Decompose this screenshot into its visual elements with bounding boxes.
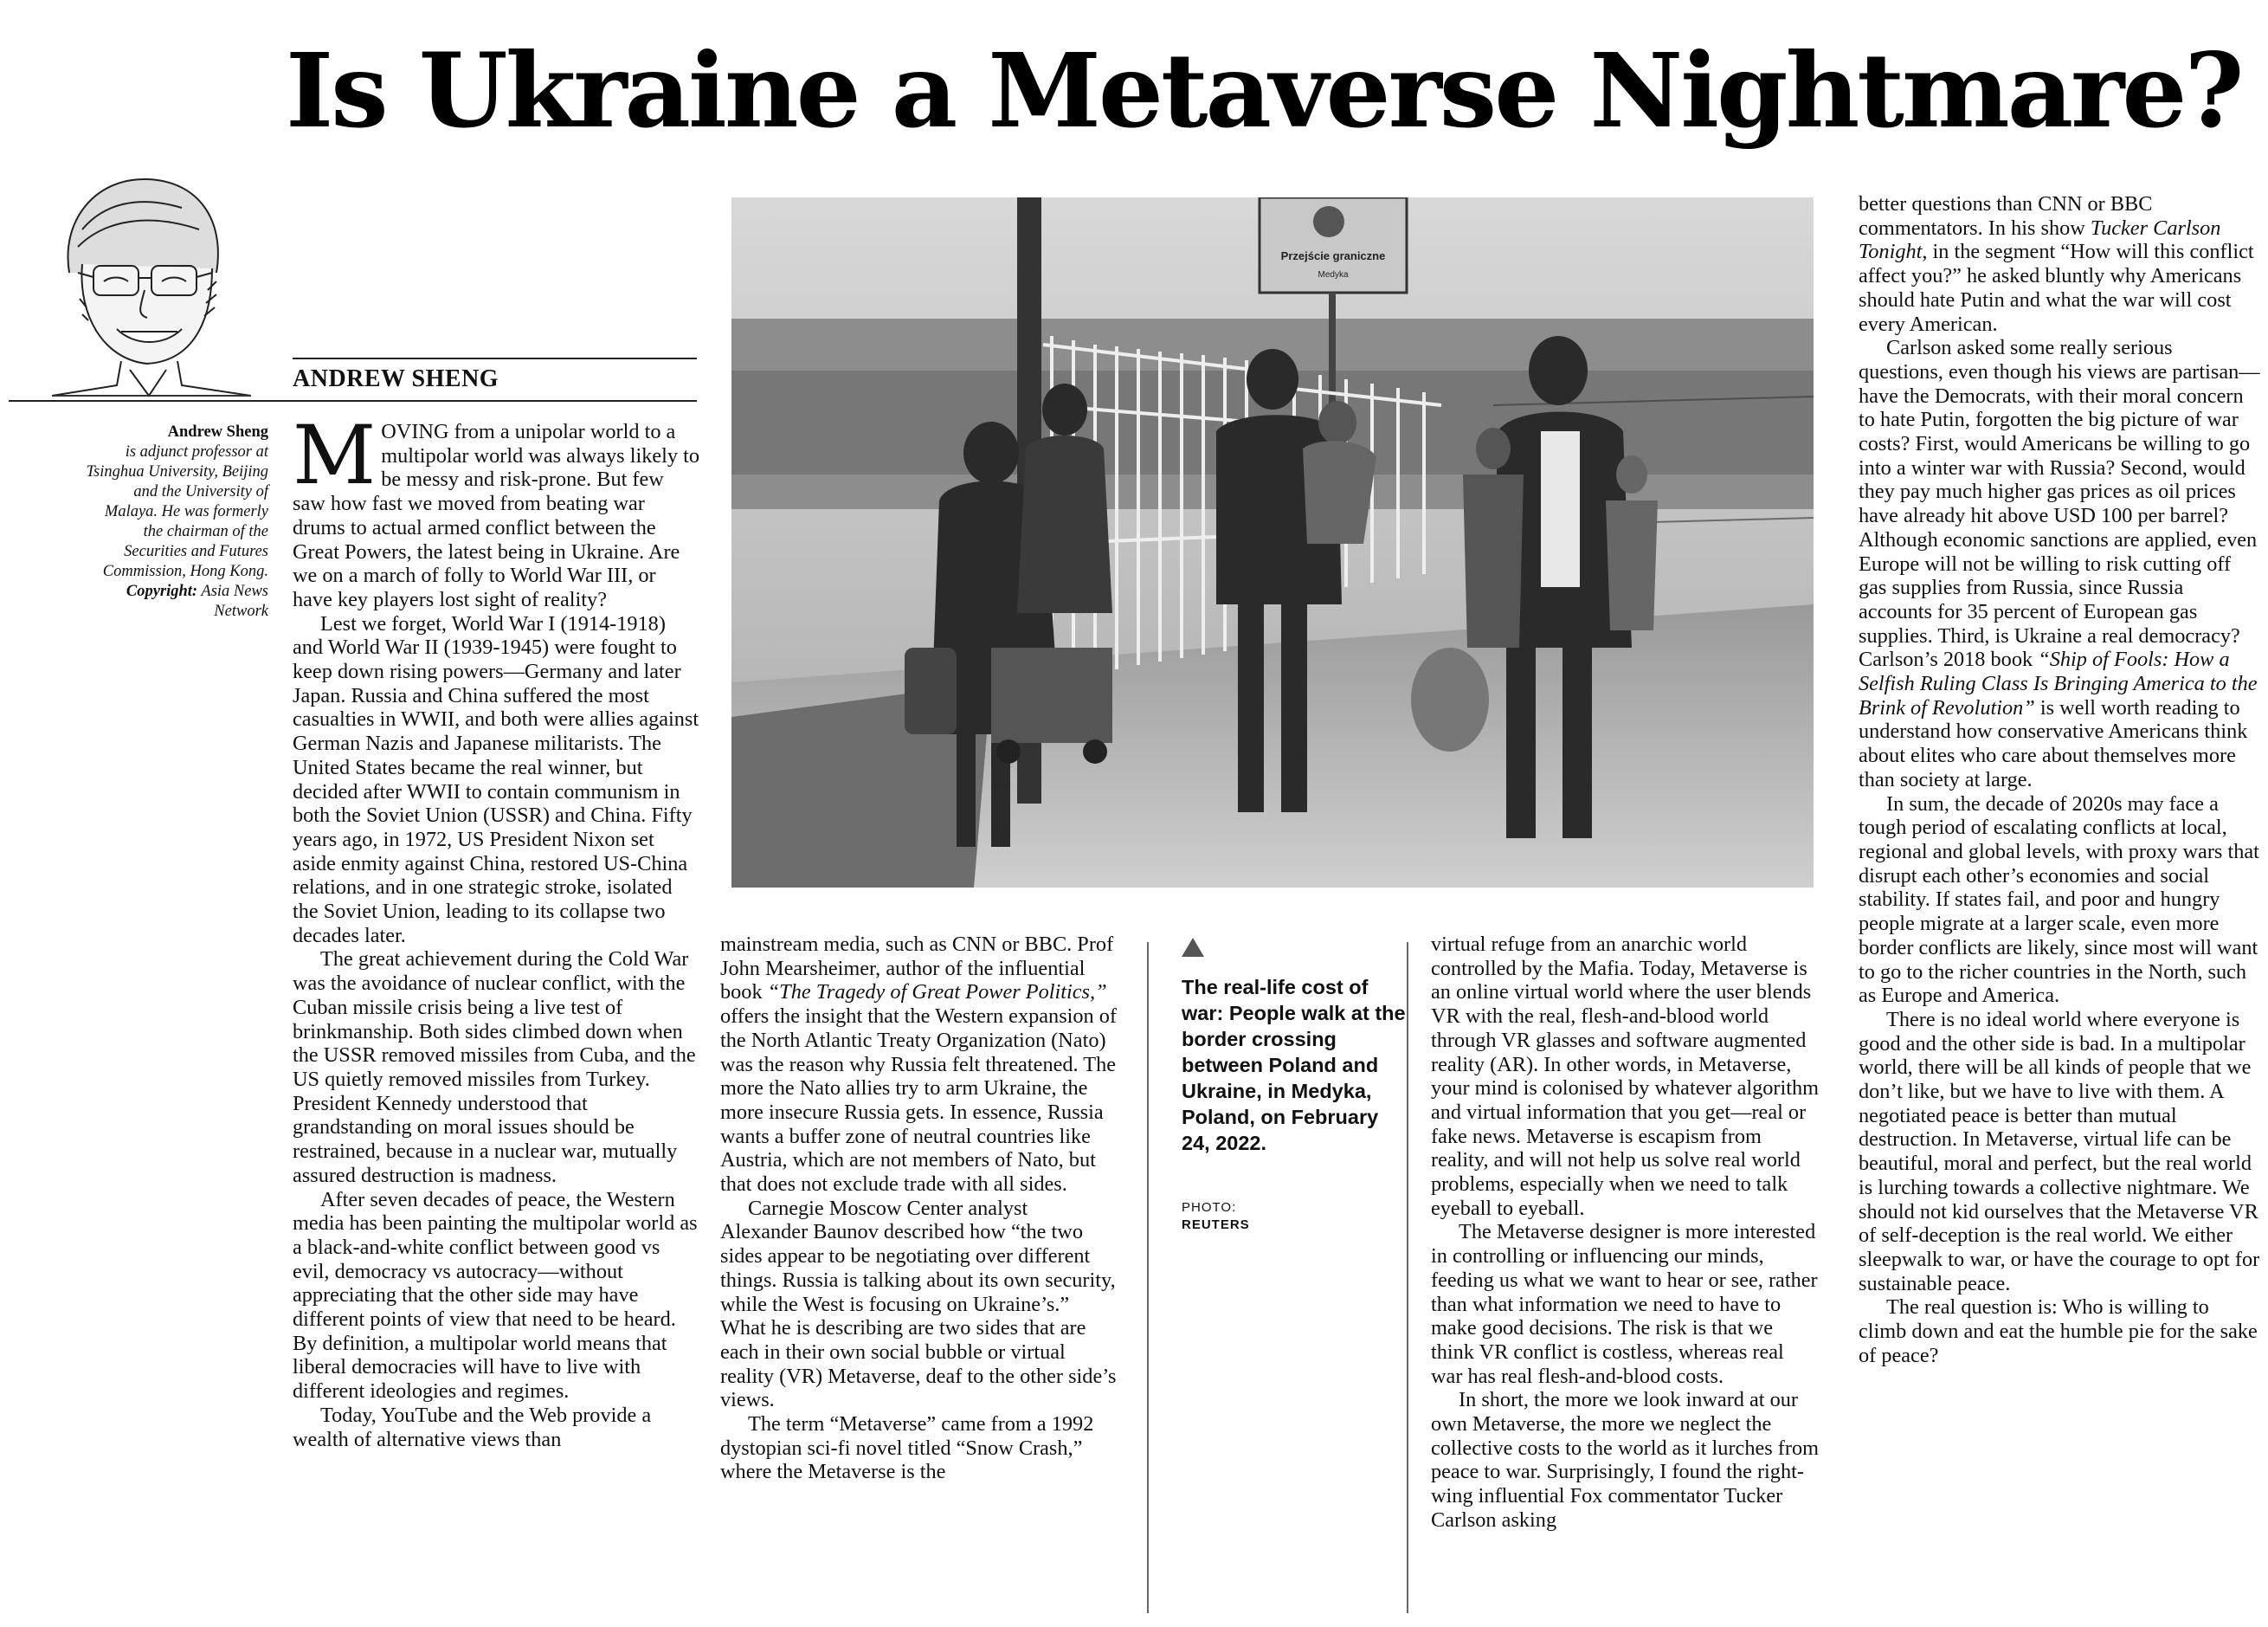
paragraph: MOVING from a unipolar world to a multipolar world was always likely to be messy and risk-prone. But few saw how fast we moved from beating war drums to actual armed conflict between the Great Powers, the latest being in Ukraine. Are we on a march of folly to World War III, or have key players lost sight of reality?: [293, 409, 700, 611]
bio-text: is adjunct professor at Tsinghua University, Beijing and the University of Malaya. He was formerly the chairman of the Securities and Futures Commission, Hong Kong.: [86, 443, 268, 580]
paragraph: better questions than CNN or BBC commentators. In his show Tucker Carlson Tonight, in the segment “How will this conflict affect you?” he asked bluntly why Americans should hate Putin and what the war will cost every American.: [1859, 192, 2254, 336]
paragraph: Lest we forget, World War I (1914-1918) and World War II (1939-1945) were fought to keep down rising powers—Germany and later Japan. Russia and China suffered the most casualties in WWII, and both were allies against German Nazis and Japanese militarists. The United States became the real winner, but decided after WWII to contain communism in both the Soviet Union (USSR) and China. Fifty years ago, in 1972, US President Nixon set aside enmity against China, restored US-China relations, and in one strategic stroke, isolated the Soviet Union, leading to its collapse two decades later.: [293, 611, 699, 947]
show-title: Tucker Carlson Tonight: [1859, 216, 2221, 264]
bio-name: Andrew Sheng: [167, 423, 268, 441]
paragraph: virtual refuge from an anarchic world controlled by the Mafia. Today, Metaverse is an online virtual world where the user blends VR with the real, flesh-and-blood world through VR glasses and software augmented reality (AR). In other words, in Metaverse, your mind is colonised by whatever algorithm and virtual information that you get—real or fake news. Metaverse is escapism from reality, and will not help us solve real world problems, especially when we need to talk eyeball to eyeball.: [1431, 933, 1820, 1220]
paragraph: The great achievement during the Cold War was the avoidance of nuclear conflict, with the Cuban missile crisis being a live test of brinkmanship. Both sides climbed down when the USSR removed missiles from Cuba, and the US quietly removed missiles from Turkey. President Kennedy understood that grandstanding on moral issues should be restrained, because in a nuclear war, mutually assured destruction is madness.: [293, 947, 696, 1187]
column-divider: [1147, 942, 1149, 1613]
credit-agency: REUTERS: [1182, 1217, 1250, 1232]
paragraph: There is no ideal world where everyone is good and the other side is bad. In a multipolar world, there will be all kinds of people that we don’t like, but we have to live with them. A negotiated peace is better than mutual destruction. In Metaverse, virtual life can be beautiful, moral and perfect, but the real world is lurching towards a collective nightmare. We should not kid ourselves that the Metaverse VR of self-deception is the real world. We either sleepwalk to war, or have the courage to opt for sustainable peace.: [1859, 1007, 2260, 1295]
header-rule: [9, 400, 697, 402]
article-column-2: [720, 933, 1118, 1617]
article-column-4: [1859, 192, 2261, 1621]
credit-label: PHOTO:: [1182, 1200, 1237, 1215]
sign-subtext: Medyka: [1318, 270, 1349, 280]
paragraph: Carnegie Moscow Center analyst Alexander Baunov described how “the two sides appear to be negotiating over different things. Russia is talking about its own security, while the West is focusing on Ukraine’s.” What he is describing are two sides that are each in their own social bubble or virtual reality (VR) Metaverse, deaf to the other side’s views.: [720, 1196, 1117, 1412]
paragraph: In sum, the decade of 2020s may face a tough period of escalating conflicts at local, regional and global levels, with proxy wars that disrupt each other’s economies and social stability. If states fail, and poor and hungry people migrate at a larger scale, even more border conflicts are likely, since most will want to go to the richer countries in the North, such as Europe and America.: [1859, 791, 2259, 1008]
paragraph: The real question is: Who is willing to climb down and eat the humble pie for the sake of peace?: [1859, 1295, 2258, 1367]
drop-cap: M: [293, 409, 377, 503]
copyright-value: Asia News Network: [201, 583, 268, 620]
sign-text: Przejście graniczne: [1280, 249, 1386, 262]
caption-arrow-icon: [1182, 938, 1204, 957]
article-column-1: [293, 409, 700, 1619]
headline: Is Ukraine a Metaverse Nightmare?: [286, 30, 2242, 151]
article-column-3: [1431, 933, 1820, 1617]
book-title: “Ship of Fools: How a Selfish Ruling Class Is Bringing America to the Brink of Revolution”: [1859, 648, 2258, 720]
byline: ANDREW SHENG: [293, 365, 499, 392]
paragraph: The Metaverse designer is more interested in controlling or influencing our minds, feeding us what we want to hear or see, rather than what information we need to have to make good decisions. The risk is that we think VR conflict is costless, whereas real war has real flesh-and-blood costs.: [1431, 1220, 1818, 1388]
byline-rule: [293, 358, 697, 359]
column-divider: [1407, 942, 1408, 1613]
paragraph: mainstream media, such as CNN or BBC. Prof John Mearsheimer, author of the influential book “The Tragedy of Great Power Politics,” offers the insight that the Western expansion of the North Atlantic Treaty Organization (Nato) was the reason why Russia felt threatened. The more the Nato allies try to arm Ukraine, the more insecure Russia gets. In essence, Russia wants a buffer zone of neutral countries like Austria, which are not members of Nato, but that does not exclude trade with all sides.: [720, 933, 1118, 1197]
bio-copyright: [82, 582, 268, 622]
caption-text: The real-life cost of war: People walk at the border crossing between Poland and Ukraine, in Medyka, Poland, on February 24, 2022.: [1182, 976, 1406, 1154]
copyright-label: Copyright:: [126, 583, 198, 600]
photo-caption: [1151, 938, 1411, 1234]
author-bio: [82, 423, 268, 622]
news-photo: [731, 197, 1814, 888]
photo-credit: [1151, 1199, 1411, 1234]
paragraph: After seven decades of peace, the Western media has been painting the multipolar world as a black-and-white conflict between good vs evil, democracy vs autocracy—without appreciating that the other side may have different points of view that need to be heard. By definition, a multipolar world means that liberal democracies will have to live with different ideologies and regimes.: [293, 1187, 698, 1404]
author-portrait: [35, 169, 286, 398]
book-title: “The Tragedy of Great Power Politics,”: [767, 980, 1107, 1004]
paragraph: The term “Metaverse” came from a 1992 dystopian sci-fi novel titled “Snow Crash,” where the Metaverse is the: [720, 1412, 1094, 1484]
paragraph: Today, YouTube and the Web provide a wealth of alternative views than: [293, 1403, 652, 1451]
paragraph: In short, the more we look inward at our own Metaverse, the more we neglect the collective costs to the world as it lurches from peace to war. Surprisingly, I found the right-wing influential Fox commentator Tucker Carlson asking: [1431, 1388, 1820, 1532]
paragraph: Carlson asked some really serious questions, even though his views are partisan—have the Democrats, with their moral concern to hate Putin, forgotten the big picture of war costs? First, would Americans be willing to go into a winter war with Russia? Second, would they pay much higher gas prices as oil prices have already hit above USD 100 per barrel? Although economic sanctions are applied, even Europe will not be willing to risk cutting off gas supplies from Russia, since Russia accounts for 35 percent of European gas supplies. Third, is Ukraine a real democracy? Carlson’s 2018 book “Ship of Fools: How a Selfish Ruling Class Is Bringing America to the Brink of Revolution” is well worth reading to understand how conservative Americans think about elites who care about themselves more than society at large.: [1859, 336, 2260, 791]
